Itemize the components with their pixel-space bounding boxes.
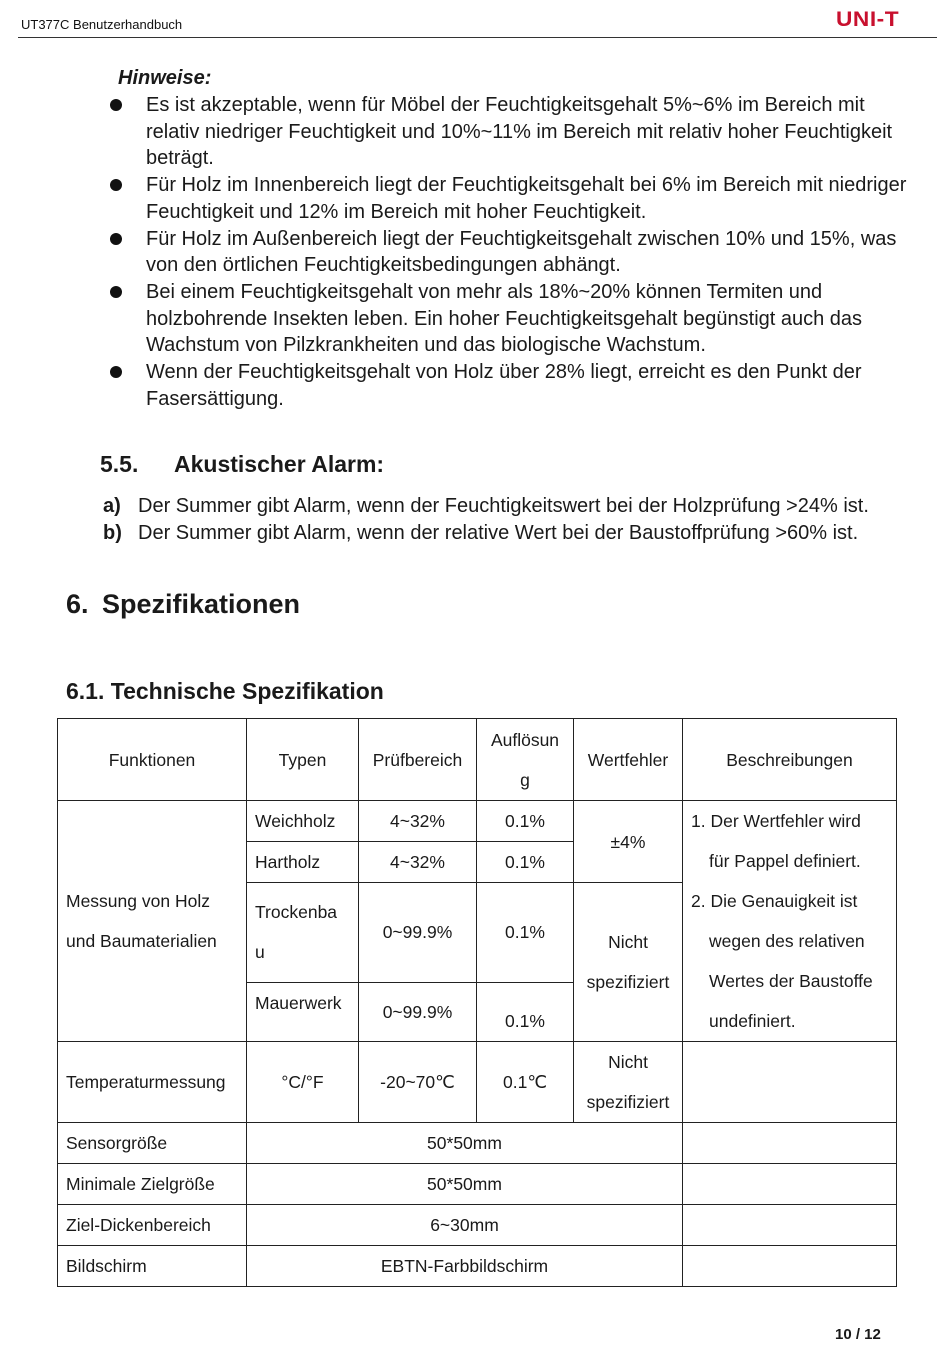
- section-6-heading: [66, 589, 300, 620]
- type-cell: Weichholz: [247, 801, 359, 842]
- type-cell: °C/°F: [247, 1042, 359, 1123]
- bullet-icon: [110, 233, 122, 245]
- cell-text: u: [255, 942, 265, 963]
- uni-t-logo: UNI-T: [836, 8, 900, 31]
- item-text: Der Summer gibt Alarm, wenn der relative Wert bei der Baustoffprüfung >60% ist.: [138, 521, 859, 544]
- resolution-cell: 0.1%: [477, 883, 574, 983]
- document-header-title: UT377C Benutzerhandbuch: [21, 17, 183, 32]
- header-cell: Prüfbereich: [359, 719, 477, 801]
- header-cell: Beschreibungen: [683, 719, 897, 801]
- description-cell: [683, 1205, 897, 1246]
- cell-text: Nicht: [608, 1052, 648, 1072]
- resolution-cell: 0.1%: [477, 842, 574, 883]
- bullet-icon: [110, 179, 122, 191]
- value-cell: 50*50mm: [247, 1123, 683, 1164]
- bullet-icon: [110, 366, 122, 378]
- list-item: [103, 493, 869, 520]
- description-cell: [683, 1246, 897, 1287]
- cell-text: Nicht: [608, 932, 648, 952]
- range-cell: -20~70℃: [359, 1042, 477, 1123]
- list-item: [108, 226, 908, 279]
- value-cell: 6~30mm: [247, 1205, 683, 1246]
- type-cell: Hartholz: [247, 842, 359, 883]
- table-row: [58, 1205, 897, 1246]
- header-cell: Wertfehler: [574, 719, 683, 801]
- notes-heading: Hinweise:: [118, 67, 212, 89]
- header-cell: Funktionen: [58, 719, 247, 801]
- header-divider: [18, 37, 937, 38]
- item-text: Der Summer gibt Alarm, wenn der Feuchtigkeitswert bei der Holzprüfung >24% ist.: [138, 495, 869, 517]
- note-text: Bei einem Feuchtigkeitsgehalt von mehr als 18%~20% können Termiten und holzbohrende Insekten leben. Ein hoher Feuchtigkeitsgehalt begünstigt auch das Wachstum von Pilzkrankheiten und das biologische Wachstum.: [146, 280, 863, 357]
- section-title: Spezifikationen: [102, 589, 301, 619]
- function-cell: Bildschirm: [58, 1246, 247, 1287]
- table-row: [58, 1246, 897, 1287]
- list-item: [108, 359, 908, 412]
- item-label: a): [103, 495, 121, 517]
- cell-text: Messung von Holz: [66, 891, 210, 911]
- note-text: Es ist akzeptable, wenn für Möbel der Feuchtigkeitsgehalt 5%~6% im Bereich mit relativ niedriger Feuchtigkeit und 10%~11% im Bereich mit relativ hoher Feuchtigkeit beträgt.: [146, 94, 893, 170]
- section-number: 5.5.: [100, 451, 139, 477]
- value-cell: EBTN-Farbbildschirm: [247, 1246, 683, 1287]
- range-cell: 0~99.9%: [359, 883, 477, 983]
- cell-text: wegen des relativen: [709, 931, 865, 951]
- cell-text: 1. Der Wertfehler wird: [691, 811, 861, 831]
- value-cell: 50*50mm: [247, 1164, 683, 1205]
- cell-text: und Baumaterialien: [66, 931, 217, 951]
- note-text: Wenn der Feuchtigkeitsgehalt von Holz über 28% liegt, erreicht es den Punkt der Fasersättigung.: [146, 361, 862, 410]
- type-cell: [247, 883, 359, 983]
- section-5-5-heading: [100, 451, 384, 478]
- list-item: [108, 92, 908, 172]
- resolution-cell: 0.1%: [477, 801, 574, 842]
- list-item: [108, 172, 908, 225]
- bullet-icon: [110, 99, 122, 111]
- section-6-1-heading: 6.1. Technische Spezifikation: [66, 678, 384, 704]
- resolution-cell: 0.1%: [477, 982, 574, 1042]
- header-cell: [477, 719, 574, 801]
- cell-text: undefiniert.: [709, 1011, 796, 1031]
- error-cell: ±4%: [574, 801, 683, 883]
- cell-text: spezifiziert: [586, 1092, 670, 1112]
- description-cell: [683, 1123, 897, 1164]
- cell-text: spezifiziert: [586, 972, 670, 992]
- table-row: [58, 1164, 897, 1205]
- table-header-row: [58, 719, 897, 801]
- function-cell: Ziel-Dickenbereich: [58, 1205, 247, 1246]
- cell-text: Trockenba: [255, 902, 338, 923]
- header-text: g: [520, 769, 530, 790]
- header-text: Auflösun: [490, 729, 560, 750]
- error-cell: [574, 1042, 683, 1123]
- function-cell: Minimale Zielgröße: [58, 1164, 247, 1205]
- description-cell: [683, 1042, 897, 1123]
- range-cell: 4~32%: [359, 842, 477, 883]
- range-cell: 4~32%: [359, 801, 477, 842]
- resolution-cell: 0.1℃: [477, 1042, 574, 1123]
- table-row: [58, 801, 897, 842]
- description-cell: [683, 1164, 897, 1205]
- note-text: Für Holz im Innenbereich liegt der Feuchtigkeitsgehalt bei 6% im Bereich mit niedriger Feuchtigkeit und 12% im Bereich mit hoher Feuchtigkeit.: [146, 174, 907, 223]
- section-number: 6.: [66, 589, 89, 619]
- cell-text: Wertes der Baustoffe: [709, 971, 873, 991]
- cell-text: für Pappel definiert.: [709, 851, 861, 871]
- section-title: Akustischer Alarm:: [174, 451, 385, 477]
- specification-table: [57, 718, 897, 1287]
- table-row: [58, 1123, 897, 1164]
- function-cell: Sensorgröße: [58, 1123, 247, 1164]
- error-cell: [574, 883, 683, 1042]
- function-cell: Temperaturmessung: [58, 1042, 247, 1123]
- notes-list: [108, 92, 908, 412]
- function-cell: [58, 801, 247, 1042]
- alarm-list: [103, 493, 869, 546]
- page-number: 10 / 12: [835, 1326, 881, 1343]
- range-cell: 0~99.9%: [359, 982, 477, 1042]
- note-text: Für Holz im Außenbereich liegt der Feuchtigkeitsgehalt zwischen 10% und 15%, was von den örtlichen Feuchtigkeitsbedingungen abhängt.: [146, 227, 897, 277]
- list-item: [108, 279, 908, 359]
- type-cell: Mauerwerk: [247, 982, 359, 1042]
- item-label: b): [103, 521, 122, 544]
- cell-text: 2. Die Genauigkeit ist: [691, 891, 858, 911]
- header-cell: Typen: [247, 719, 359, 801]
- description-cell: [683, 801, 897, 1042]
- list-item: [103, 520, 869, 547]
- bullet-icon: [110, 286, 122, 298]
